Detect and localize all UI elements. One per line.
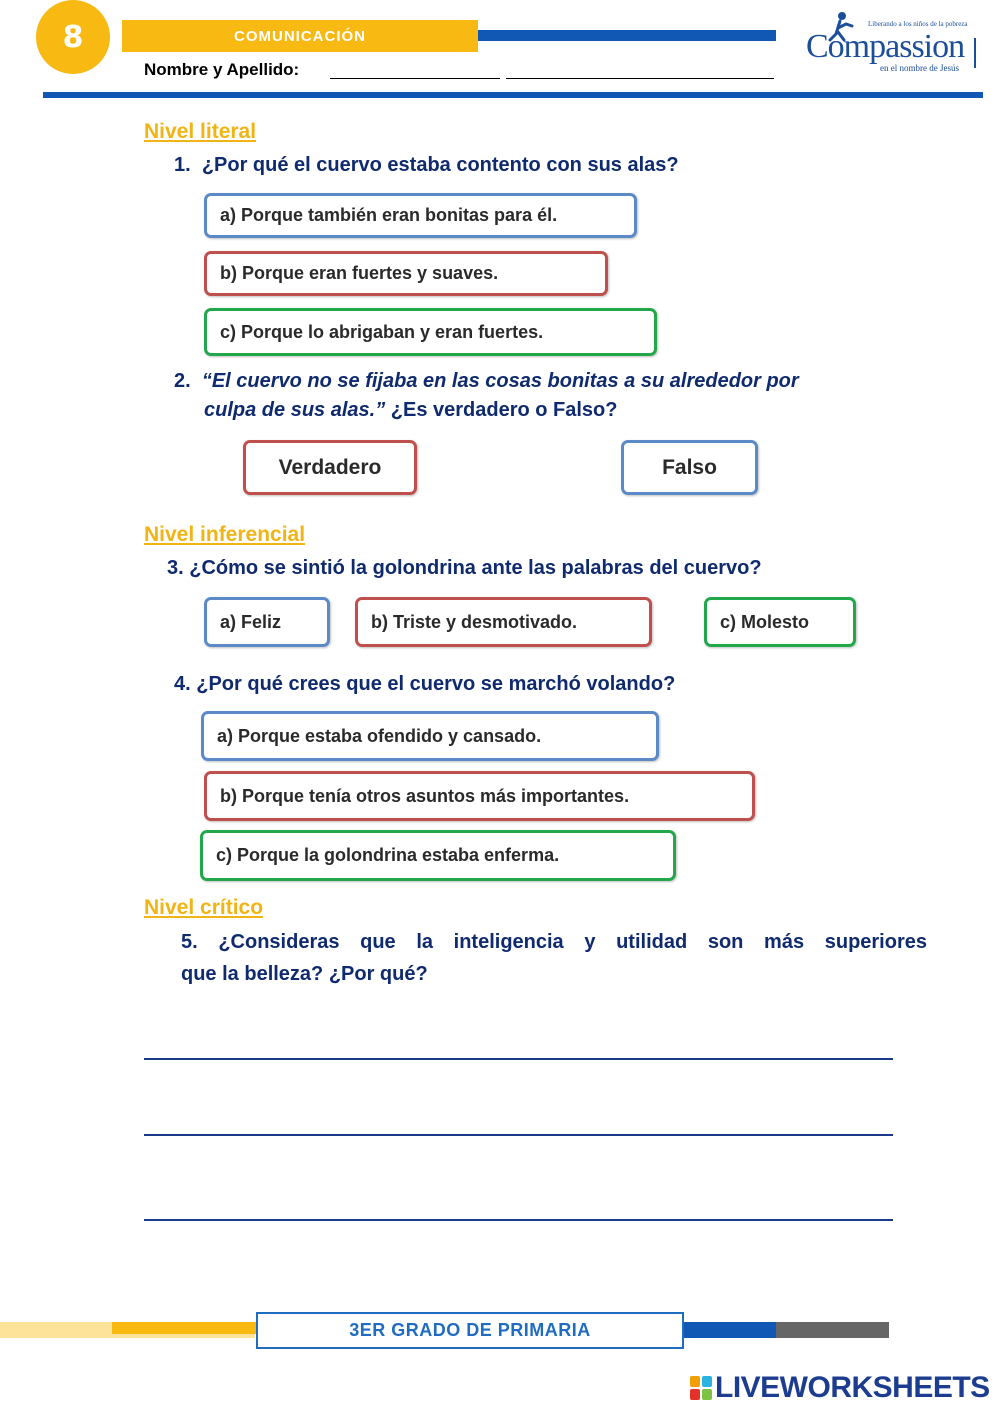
logo-wordmark: Compassion — [806, 28, 965, 65]
footer-yellow-bar — [112, 1322, 257, 1334]
q1-option-c[interactable]: c) Porque lo abrigaban y eran fuertes. — [204, 308, 657, 356]
unit-number-badge: 8 — [36, 0, 110, 74]
answer-line-1[interactable] — [144, 1058, 893, 1060]
name-underline-1 — [330, 78, 500, 79]
question-1-text: ¿Por qué el cuervo estaba contento con sus alas? — [201, 154, 679, 176]
compassion-logo — [800, 6, 980, 76]
q1-option-b[interactable]: b) Porque eran fuertes y suaves. — [204, 251, 608, 296]
liveworksheets-wordmark: LIVEWORKSHEETS — [715, 1371, 990, 1404]
subject-title: COMUNICACIÓN — [122, 20, 478, 52]
q2-true-button[interactable]: Verdadero — [243, 440, 417, 495]
question-2-quote-line2: culpa de sus alas.” — [204, 399, 386, 421]
name-label: Nombre y Apellido: — [144, 60, 300, 79]
q4-option-b[interactable]: b) Porque tenía otros asuntos más importantes. — [204, 771, 755, 821]
q3-option-c[interactable]: c) Molesto — [704, 597, 856, 647]
question-3: 3. ¿Cómo se sintió la golondrina ante las palabras del cuervo? — [167, 557, 762, 579]
q4-option-c[interactable]: c) Porque la golondrina estaba enferma. — [200, 830, 676, 881]
logo-tagline: Liberando a los niños de la pobreza — [868, 20, 968, 28]
question-2 — [174, 367, 934, 425]
footer-gray-bar — [776, 1322, 889, 1338]
question-2-number: 2. — [174, 370, 191, 392]
grade-label: 3ER GRADO DE PRIMARIA — [256, 1312, 684, 1349]
header-blue-bar — [478, 30, 776, 41]
q3-option-b[interactable]: b) Triste y desmotivado. — [355, 597, 652, 647]
q1-option-a[interactable]: a) Porque también eran bonitas para él. — [204, 193, 637, 238]
section-critico-heading: Nivel crítico — [144, 896, 264, 919]
logo-subtitle: en el nombre de Jesús — [880, 63, 959, 73]
liveworksheets-brand[interactable] — [690, 1372, 990, 1404]
question-1 — [174, 151, 679, 180]
header-rule — [43, 92, 983, 98]
name-input-line[interactable] — [506, 78, 774, 79]
question-2-quote-line1: “El cuervo no se fijaba en las cosas bonitas a su alrededor por — [201, 370, 799, 392]
question-5-line1: 5. ¿Consideras que la inteligencia y utilidad son más superiores — [181, 931, 927, 953]
liveworksheets-icon — [690, 1376, 712, 1400]
question-1-number: 1. — [174, 154, 191, 176]
answer-line-2[interactable] — [144, 1134, 893, 1136]
section-literal-heading: Nivel literal — [144, 120, 257, 143]
footer-blue-bar — [684, 1322, 776, 1338]
question-2-tail: ¿Es verdadero o Falso? — [385, 399, 618, 421]
answer-line-3[interactable] — [144, 1219, 893, 1221]
question-4: 4. ¿Por qué crees que el cuervo se marchó volando? — [174, 673, 676, 695]
q2-false-button[interactable]: Falso — [621, 440, 758, 495]
q4-option-a[interactable]: a) Porque estaba ofendido y cansado. — [201, 711, 659, 761]
q3-option-a[interactable]: a) Feliz — [204, 597, 330, 647]
logo-divider — [974, 38, 976, 68]
section-inferencial-heading: Nivel inferencial — [144, 523, 306, 546]
question-5-line2: que la belleza? ¿Por qué? — [181, 963, 428, 985]
question-5 — [181, 926, 927, 990]
